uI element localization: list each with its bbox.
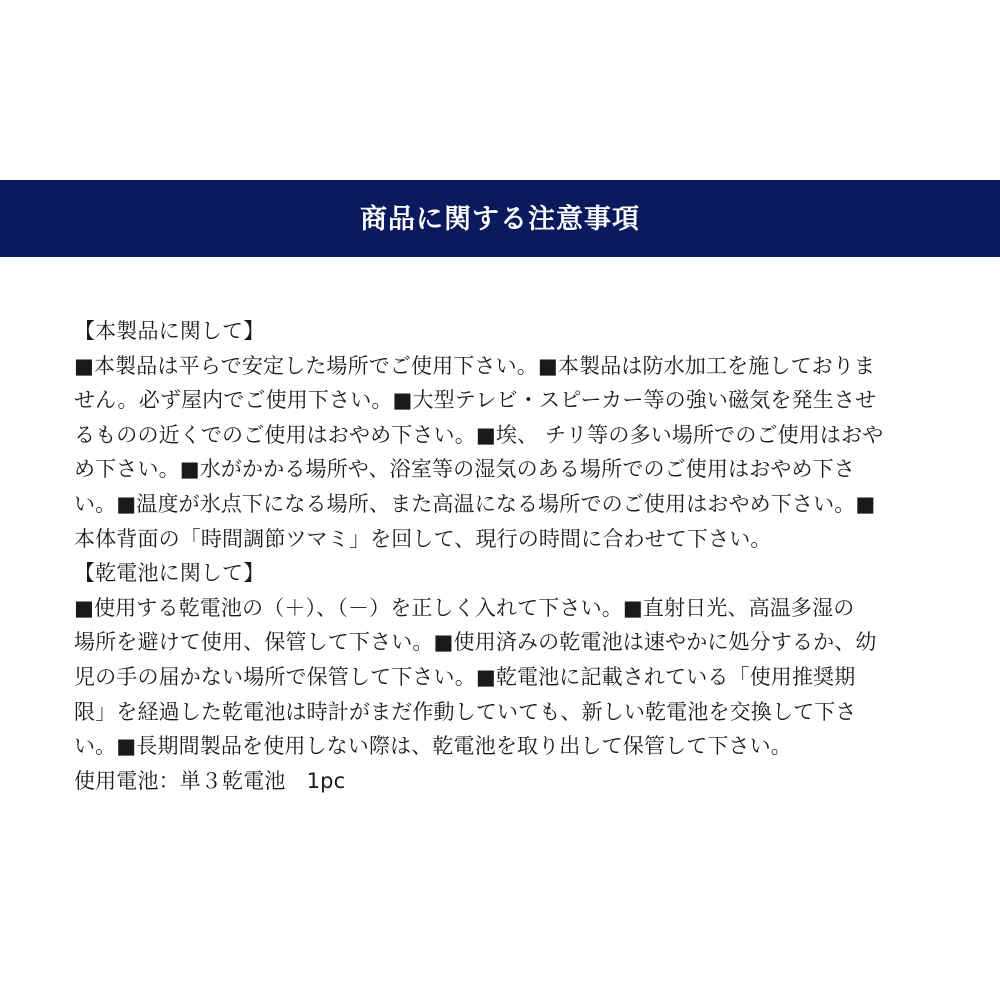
battery-note-line: い。■長期間製品を使用しない際は、乾電池を取り出して保管して下さい。 <box>74 734 792 759</box>
battery-note-line: ■使用する乾電池の（＋）、（－）を正しく入れて下さい。■直射日光、高温多湿の <box>74 595 855 620</box>
header-banner <box>0 180 1000 257</box>
product-note-line: 本体背面の「時間調節ツマミ」を回して、現行の時間に合わせて下さい。 <box>74 526 772 551</box>
battery-note-line: 場所を避けて使用、保管して下さい。■使用済みの乾電池は速やかに処分するか、幼 <box>74 630 877 655</box>
product-note-line: るものの近くでのご使用はおやめ下さい。■埃、 チリ等の多い場所でのご使用はおや <box>74 422 884 447</box>
product-note-line: め下さい。■水がかかる場所や、浴室等の湿気のある場所でのご使用はおやめ下さ <box>74 457 855 482</box>
product-note-line: せん。必ず屋内でご使用下さい。■大型テレビ・スピーカー等の強い磁気を発生させ <box>74 388 877 413</box>
page-title: 商品に関する注意事項 <box>360 204 640 235</box>
battery-section-heading: 【乾電池に関して】 <box>74 561 265 586</box>
product-note-line: ■本製品は平らで安定した場所でご使用下さい。■本製品は防水加工を施しておりま <box>74 353 876 378</box>
battery-note-line: 児の手の届かない場所で保管して下さい。■乾電池に記載されている「使用推奨期 <box>74 664 856 689</box>
battery-note-line: 限」を経過した乾電池は時計がまだ作動していても、新しい乾電池を交換して下さ <box>74 699 857 724</box>
product-note-line: い。■温度が氷点下になる場所、また高温になる場所でのご使用はおやめ下さい。■ <box>74 491 876 516</box>
notes-body <box>74 314 934 798</box>
battery-spec: 使用電池：単３乾電池 1pc <box>74 768 346 793</box>
product-section-heading: 【本製品に関して】 <box>74 319 265 343</box>
